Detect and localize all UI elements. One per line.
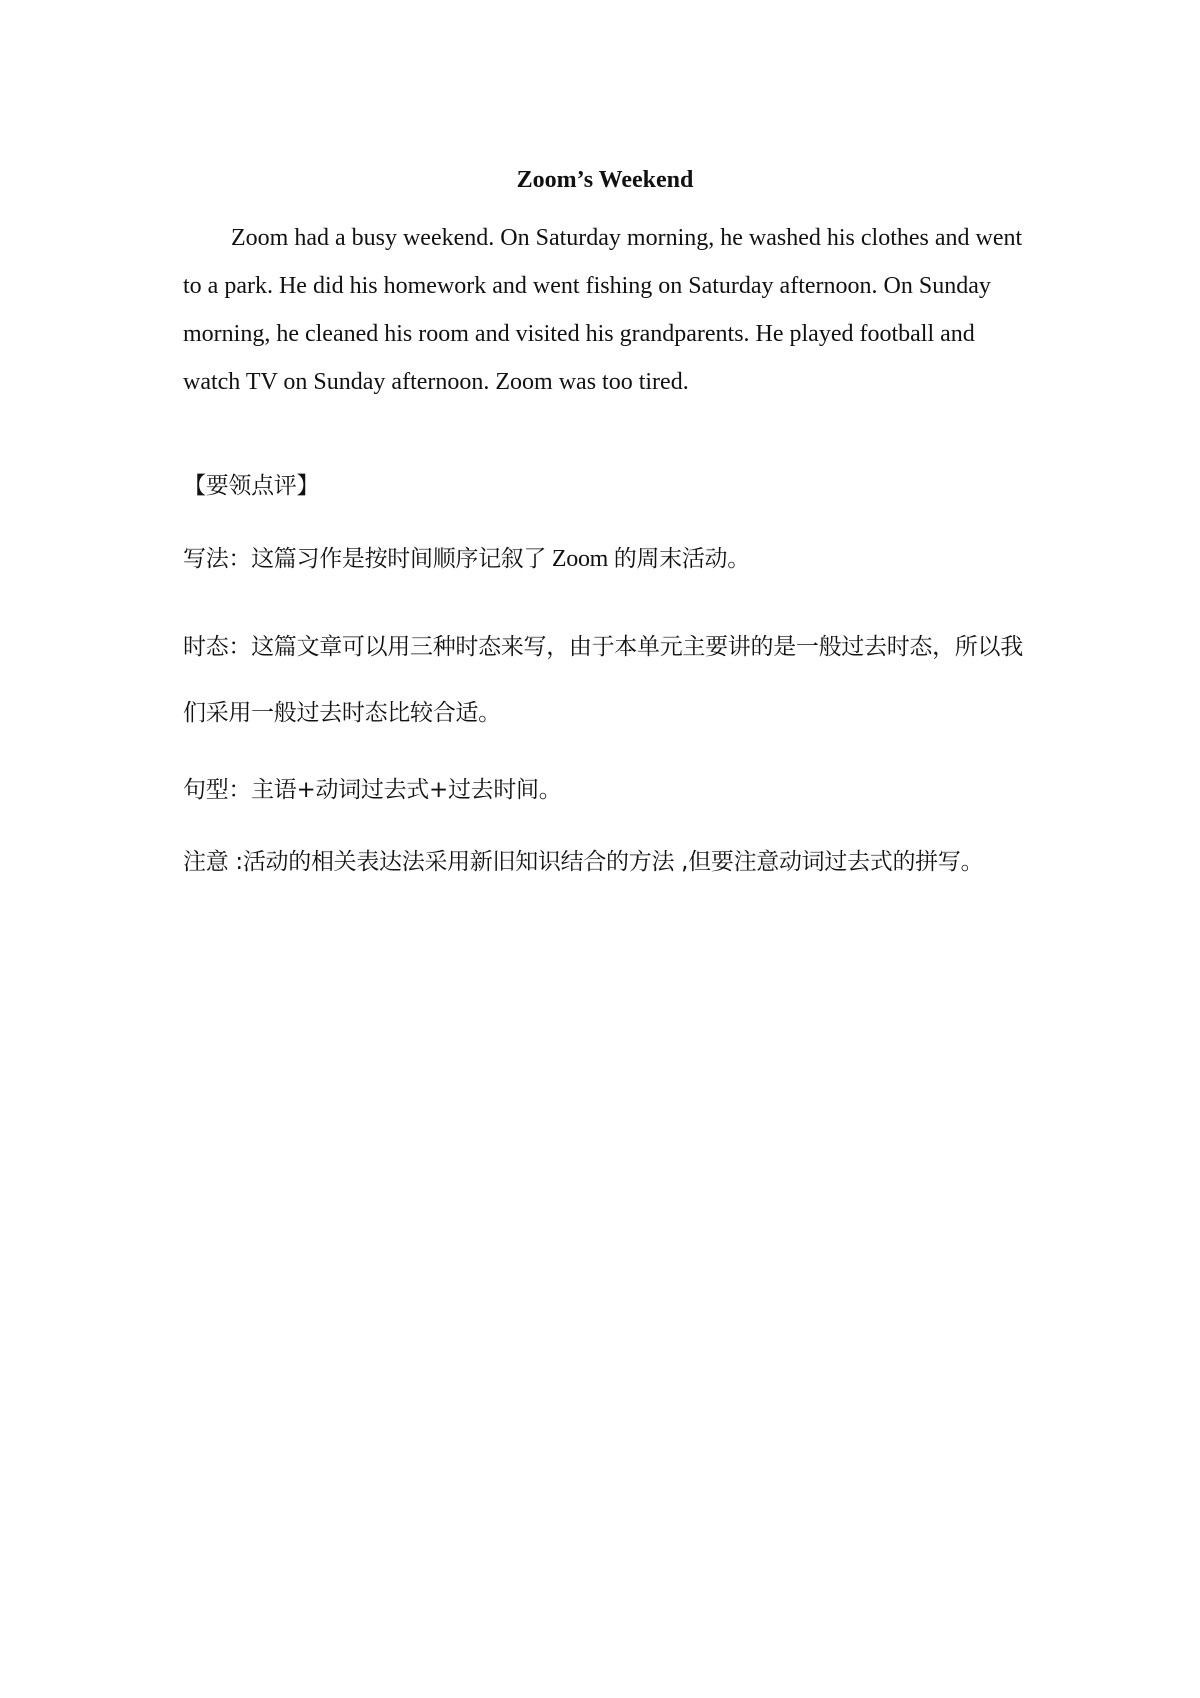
essay-title: Zoom’s Weekend <box>516 167 694 193</box>
review-heading: 【要领点评】 <box>183 473 320 499</box>
writing-method-text-after: 的周末活动。 <box>613 546 750 572</box>
essay-body: Zoom had a busy weekend. On Saturday morning, he washed his clothes and went to a park. He did his homework and went fishing on Saturday afternoon. On Sunday morning, he cleaned his room and visited his grandparents. He played football and watch TV on Sunday afternoon. Zoom was too tired. <box>183 225 1023 395</box>
writing-method-name: Zoom <box>546 546 614 572</box>
sentence-pattern-note: 句型：主语+动词过去式+过去时间。 <box>183 777 562 803</box>
attention-note: 注意 :活动的相关表达法采用新旧知识结合的方法 ,但要注意动词过去式的拼写。 <box>183 849 984 875</box>
tense-note: 时态：这篇文章可以用三种时态来写，由于本单元主要讲的是一般过去时态，所以我们采用一般过去时态比较合适。 <box>183 634 1023 726</box>
writing-method-text-before: 写法：这篇习作是按时间顺序记叙了 <box>183 546 547 572</box>
writing-method-note <box>183 543 1053 575</box>
